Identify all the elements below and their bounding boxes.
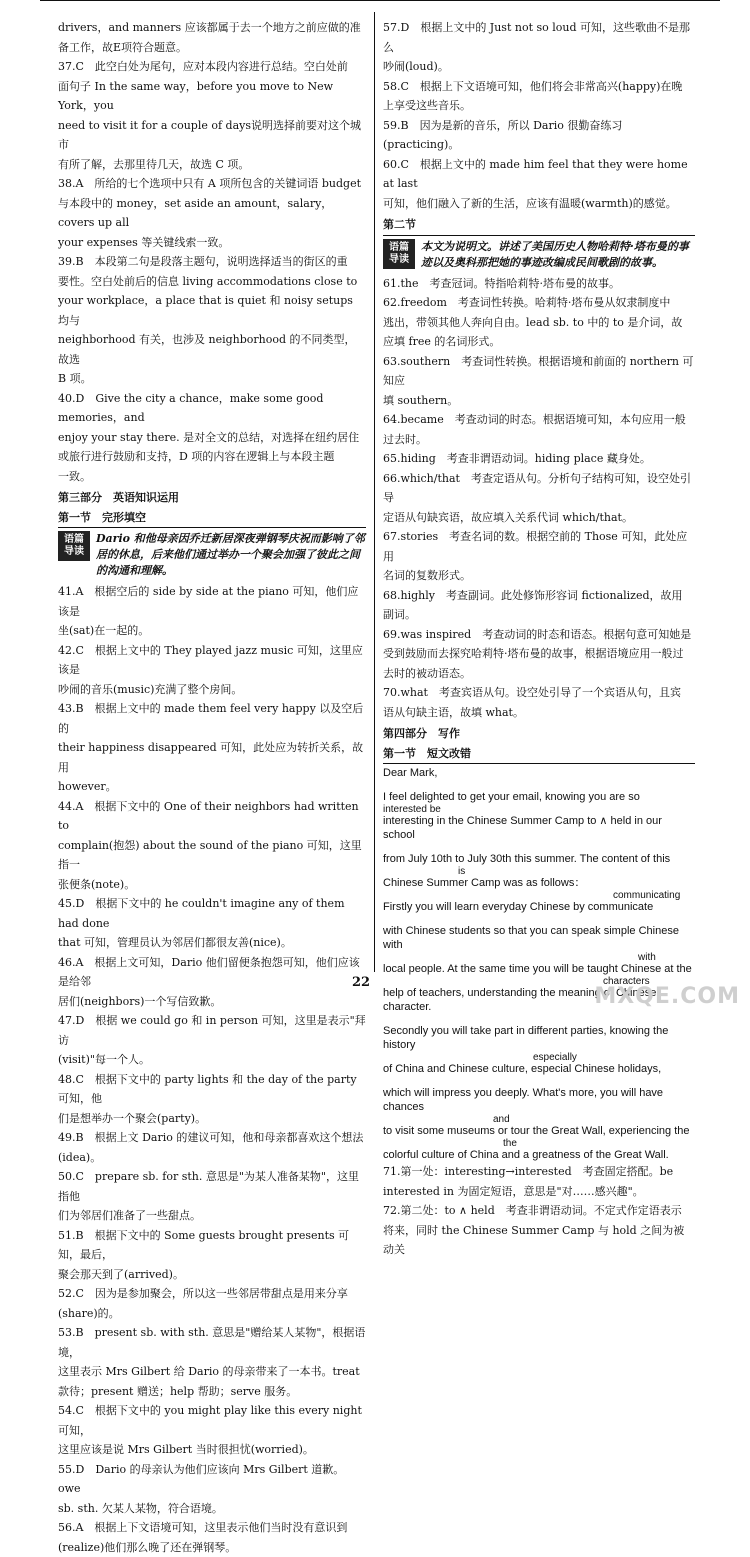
text-line: 50.C prepare sb. for sth. 意思是"为某人准备某物"，这里指他 <box>58 1167 366 1206</box>
text-line: 38.A 所给的七个选项中只有 A 项所包含的关键词语 budget <box>58 174 366 194</box>
correction-note: characters <box>603 975 650 989</box>
text-line: 40.D Give the city a chance，make some good memories，and <box>58 389 366 428</box>
text-line: (visit)"每一个人。 <box>58 1050 366 1070</box>
text-line: 逃出，带领其他人奔向自由。lead sb. to 中的 to 是介词，故 <box>383 313 695 333</box>
text-line: complain(抱怨) about the sound of the piano 可知，这里指一 <box>58 836 366 875</box>
text-line: 吵闹(loud)。 <box>383 57 695 77</box>
essay-text: which will impress you deeply. What's more, you will have chances <box>383 1087 663 1113</box>
text-line: 可知，他们融入了新的生活，应该有温暖(warmth)的感觉。 <box>383 194 695 214</box>
text-line: 这里应该是说 Mrs Gilbert 当时很担忧(worried)。 <box>58 1440 366 1460</box>
text-line: 39.B 本段第二句是段落主题句，说明选择适当的街区的重 <box>58 252 366 272</box>
section-4-title: 第四部分 写作 第一节 短文改错 <box>383 724 695 764</box>
text-line: 56.A 根据上下文语境可知，这里表示他们当时没有意识到 <box>58 1518 366 1538</box>
text-line: (share)的。 <box>58 1304 366 1324</box>
correction-note: is <box>458 865 465 879</box>
text-line: however。 <box>58 777 366 797</box>
text-line: 语从句缺主语，故填 what。 <box>383 703 695 723</box>
text-line: 52.C 因为是参加聚会，所以这一些邻居带甜点是用来分享 <box>58 1284 366 1304</box>
correction-note: and <box>493 1113 510 1127</box>
watermark-logo: MXQE.COM <box>594 984 740 1009</box>
essay-line <box>383 1052 695 1076</box>
text-line: your workplace，a place that is quiet 和 noisy setups 均与 <box>58 291 366 330</box>
text-line: 与本段中的 money，set aside an amount，salary，covers up all <box>58 194 366 233</box>
text-line: 42.C 根据上文中的 They played jazz music 可知，这里应该是 <box>58 641 366 680</box>
text-line: 64.became 考查动词的时态。根据语境可知，本句应用一般 <box>383 410 695 430</box>
text-line: 副词。 <box>383 605 695 625</box>
text-line: 受到鼓励而去探究哈莉特·塔布曼的故事，根据语境应用一般过 <box>383 644 695 664</box>
essay-text: Secondly you will take part in different parties, knowing the history <box>383 1025 668 1051</box>
text-line: 将来，同时 the Chinese Summer Camp 与 hold 之间为被动关 <box>383 1221 695 1260</box>
text-line: interested in 为固定短语，意思是"对……感兴趣"。 <box>383 1182 695 1202</box>
text-line: 要性。空白处前后的信息 living accommodations close to <box>58 272 366 292</box>
text-line: 62.freedom 考查词性转换。哈莉特·塔布曼从奴隶制度中 <box>383 293 695 313</box>
error-correction-essay <box>383 766 695 1162</box>
text-line: 60.C 根据上文中的 made him feel that they were home at last <box>383 155 695 194</box>
essay-text: colorful culture of China and a greatness of the Great Wall. <box>383 1149 669 1161</box>
text-line: 聚会那天到了(arrived)。 <box>58 1265 366 1285</box>
text-line: 有所了解，去那里待几天，故选 C 项。 <box>58 155 366 175</box>
text-line: 57.D 根据上文中的 Just not so loud 可知，这些歌曲不是那么 <box>383 18 695 57</box>
text-line: 54.C 根据下文中的 you might play like this every night 可知， <box>58 1401 366 1440</box>
essay-line <box>383 804 695 842</box>
left-column <box>58 18 366 1557</box>
text-line: 坐(sat)在一起的。 <box>58 621 366 641</box>
text-line: 41.A 根据空后的 side by side at the piano 可知，他们应该是 <box>58 582 366 621</box>
text-line: 们为邻居们准备了一些甜点。 <box>58 1206 366 1226</box>
essay-text: with Chinese students so that you can speak simple Chinese with <box>383 925 679 951</box>
correction-note: communicating <box>613 889 680 903</box>
text-line: drivers，and manners 应该都属于去一个地方之前应做的准 <box>58 18 366 38</box>
essay-line <box>383 1076 695 1114</box>
text-line: 71.第一处：interesting→interested 考查固定搭配。be <box>383 1162 695 1182</box>
text-line: (idea)。 <box>58 1148 366 1168</box>
text-line: 61.the 考查冠词。特指哈莉特·塔布曼的故事。 <box>383 274 695 294</box>
text-line: their happiness disappeared 可知，此处应为转折关系，故用 <box>58 738 366 777</box>
text-line: 上享受这些音乐。 <box>383 96 695 116</box>
text-line: 53.B present sb. with sth. 意思是"赠给某人某物"，根据语境， <box>58 1323 366 1362</box>
guide-box-1 <box>58 531 366 579</box>
page-number: 22 <box>352 975 370 990</box>
text-line: sb. sth. 欠某人某物，符合语境。 <box>58 1499 366 1519</box>
guide-badge: 语篇导读 <box>58 531 90 561</box>
essay-text: Chinese Summer Camp was as follows： <box>383 877 585 889</box>
text-line: 定语从句缺宾语，故应填入关系代词 which/that。 <box>383 508 695 528</box>
text-line: 47.D 根据 we could go 和 in person 可知，这里是表示"拜访 <box>58 1011 366 1050</box>
essay-line <box>383 952 695 976</box>
text-line: 67.stories 考查名词的数。根据空前的 Those 可知，此处应用 <box>383 527 695 566</box>
text-line: your expenses 等关键线索一致。 <box>58 233 366 253</box>
column-divider <box>374 12 375 972</box>
essay-line <box>383 780 695 804</box>
text-line: 46.A 根据上文可知，Dario 他们留便条抱怨可知，他们应该是给邻 <box>58 953 366 992</box>
text-line: 面句子 In the same way，before you move to New York，you <box>58 77 366 116</box>
text-line: 备工作，故E项符合题意。 <box>58 38 366 58</box>
essay-line <box>383 866 695 890</box>
text-line: 名词的复数形式。 <box>383 566 695 586</box>
correction-note: the <box>503 1137 517 1151</box>
text-line: 49.B 根据上文 Dario 的建议可知，他和母亲都喜欢这个想法 <box>58 1128 366 1148</box>
section-3-title: 第三部分 英语知识运用 第一节 完形填空 <box>58 488 366 528</box>
correction-note: especially <box>533 1051 577 1065</box>
text-line: 张便条(note)。 <box>58 875 366 895</box>
essay-text: of China and Chinese culture, especial Chinese holidays, <box>383 1063 661 1075</box>
text-line: 68.highly 考查副词。此处修饰形容词 fictionalized，故用 <box>383 586 695 606</box>
text-line: 45.D 根据下文中的 he couldn't imagine any of them had done <box>58 894 366 933</box>
text-line: 48.C 根据下文中的 party lights 和 the day of the party 可知，他 <box>58 1070 366 1109</box>
text-line: 去时的被动语态。 <box>383 664 695 684</box>
text-line: 65.hiding 考查非谓语动词。hiding place 藏身处。 <box>383 449 695 469</box>
text-line: 63.southern 考查词性转换。根据语境和前面的 northern 可知应 <box>383 352 695 391</box>
text-line: 一致。 <box>58 467 366 487</box>
essay-line <box>383 1014 695 1052</box>
essay-text: Firstly you will learn everyday Chinese by communicate <box>383 901 653 913</box>
text-line: that 可知，管理员认为邻居们都很友善(nice)。 <box>58 933 366 953</box>
text-line: 居们(neighbors)一个写信致歉。 <box>58 992 366 1012</box>
essay-line <box>383 890 695 914</box>
guide-text: Dario 和他母亲因乔迁新居深夜弹钢琴庆祝而影响了邻居的休息，后来他们通过举办一个聚会加强了彼此之间的沟通和理解。 <box>96 531 366 579</box>
guide-text: 本文为说明文。讲述了美国历史人物哈莉特·塔布曼的事迹以及奥科那把她的事迹改编成民间歌剧的故事。 <box>421 239 695 271</box>
text-line: 们是想举办一个聚会(party)。 <box>58 1109 366 1129</box>
essay-line <box>383 1138 695 1162</box>
text-line: 72.第二处：to ∧ held 考查非谓语动词。不定式作定语表示 <box>383 1201 695 1221</box>
right-column <box>383 18 695 1260</box>
text-line: 过去时。 <box>383 430 695 450</box>
section-3b-title: 第二节 <box>383 215 695 236</box>
text-line: 款待；present 赠送；help 帮助；serve 服务。 <box>58 1382 366 1402</box>
text-line: 或旅行进行鼓励和支持，D 项的内容在逻辑上与本段主题 <box>58 447 366 467</box>
essay-text: from July 10th to July 30th this summer. The content of this <box>383 853 670 865</box>
text-line: 55.D Dario 的母亲认为他们应该向 Mrs Gilbert 道歉。owe <box>58 1460 366 1499</box>
text-line: 应填 free 的名词形式。 <box>383 332 695 352</box>
essay-line <box>383 842 695 866</box>
essay-text: I feel delighted to get your email, knowing you are so <box>383 791 640 803</box>
text-line: 这里表示 Mrs Gilbert 给 Dario 的母亲带来了一本书。treat <box>58 1362 366 1382</box>
text-line: B 项。 <box>58 369 366 389</box>
text-line: 69.was inspired 考查动词的时态和语态。根据句意可知她是 <box>383 625 695 645</box>
text-line: (realize)他们那么晚了还在弹钢琴。 <box>58 1538 366 1557</box>
essay-greeting: Dear Mark, <box>383 766 695 780</box>
text-line: 填 southern。 <box>383 391 695 411</box>
essay-line <box>383 914 695 952</box>
text-line: need to visit it for a couple of days说明选择前要对这个城市 <box>58 116 366 155</box>
essay-line <box>383 1114 695 1138</box>
text-line: enjoy your stay there. 是对全文的总结，对选择在纽约居住 <box>58 428 366 448</box>
guide-badge: 语篇导读 <box>383 239 415 269</box>
guide-box-2 <box>383 239 695 271</box>
top-rule <box>40 0 720 1</box>
text-line: neighborhood 有关，也涉及 neighborhood 的不同类型，故选 <box>58 330 366 369</box>
correction-note: interested be <box>383 803 441 817</box>
essay-text: interesting in the Chinese Summer Camp to ∧ held in our school <box>383 815 662 841</box>
text-line: 37.C 此空白处为尾句，应对本段内容进行总结。空白处前 <box>58 57 366 77</box>
text-line: 70.what 考查宾语从句。设空处引导了一个宾语从句，且宾 <box>383 683 695 703</box>
text-line: 51.B 根据下文中的 Some guests brought presents 可知，最后， <box>58 1226 366 1265</box>
essay-text: help of teachers, understanding the meaning of Chinese character. <box>383 987 656 1013</box>
text-line: 66.which/that 考查定语从句。分析句子结构可知，设空处引导 <box>383 469 695 508</box>
text-line: 吵闹的音乐(music)充满了整个房间。 <box>58 680 366 700</box>
text-line: 44.A 根据下文中的 One of their neighbors had written to <box>58 797 366 836</box>
text-line: 58.C 根据上下文语境可知，他们将会非常高兴(happy)在晚 <box>383 77 695 97</box>
correction-note: with <box>638 951 656 965</box>
text-line: 43.B 根据上文中的 made them feel very happy 以及空后的 <box>58 699 366 738</box>
essay-text: local people. At the same time you will be taught Chinese at the <box>383 963 692 975</box>
essay-text: to visit some museums or tour the Great Wall, experiencing the <box>383 1125 690 1137</box>
text-line: 59.B 因为是新的音乐，所以 Dario 很勤奋练习(practicing)。 <box>383 116 695 155</box>
